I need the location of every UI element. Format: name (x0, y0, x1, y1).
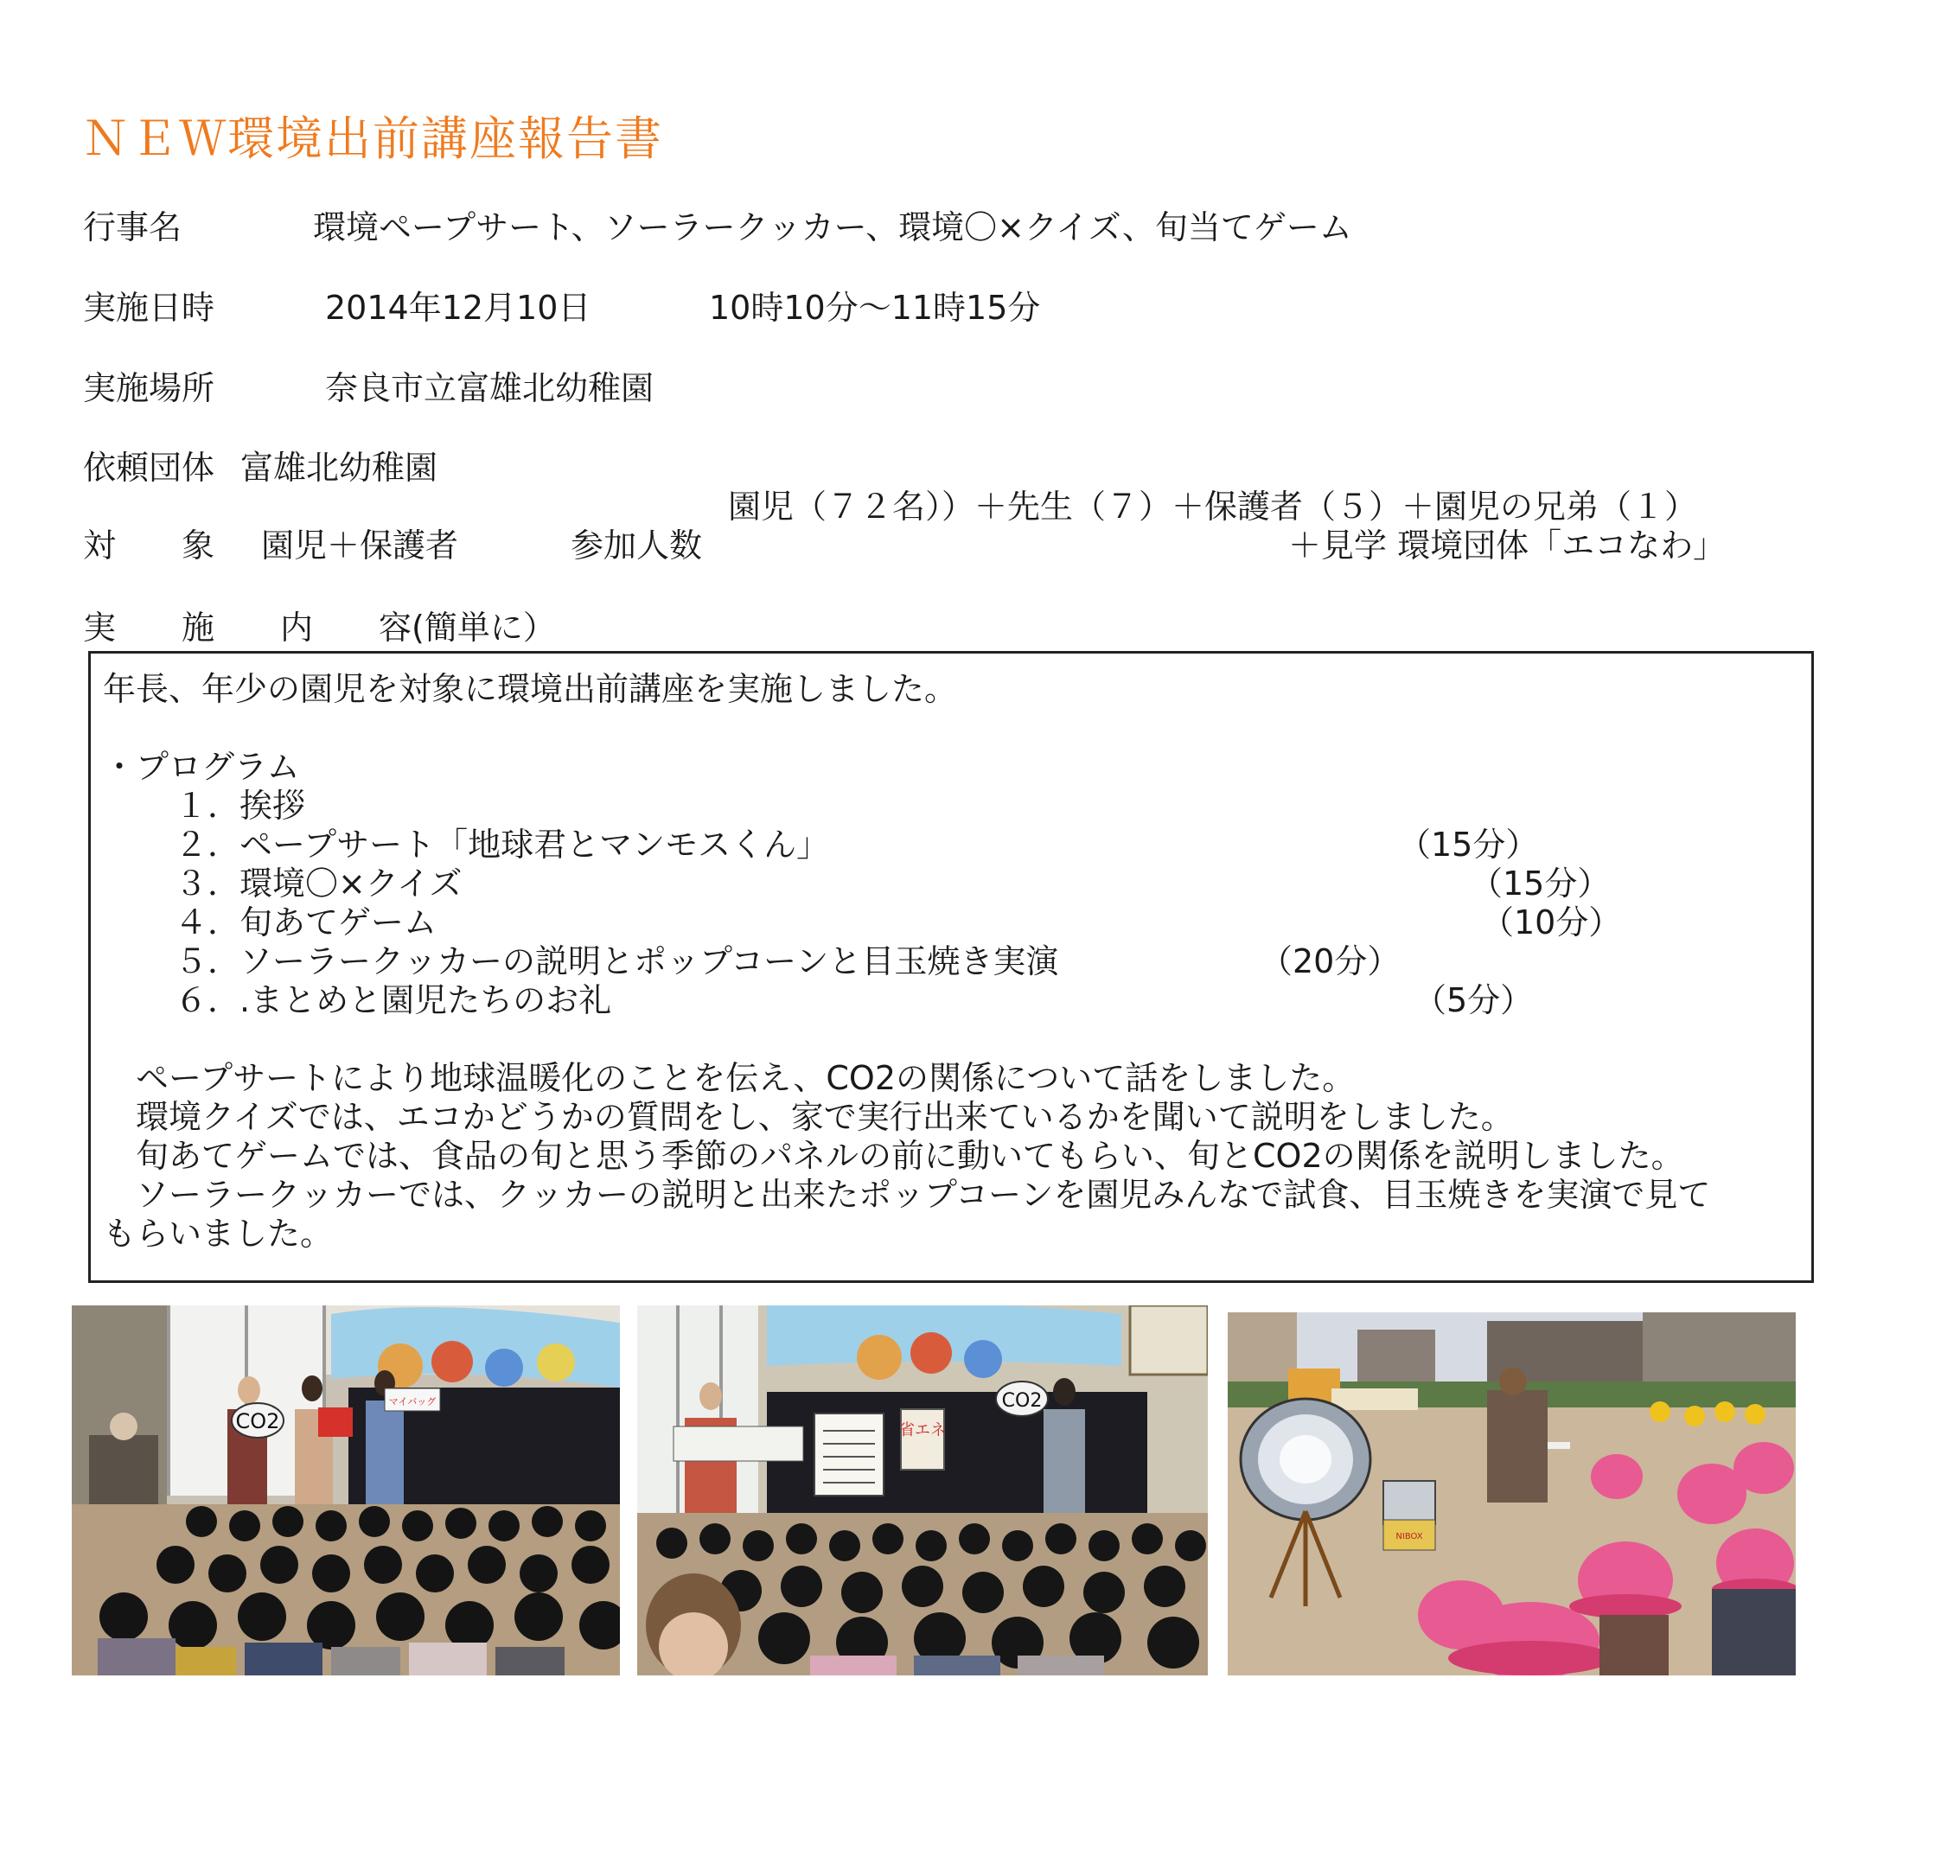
program-item-text: 環境〇×クイズ (239, 865, 463, 903)
program-item-text: 挨拶 (239, 787, 306, 825)
time-value: 10時10分～11時15分 (709, 289, 1041, 327)
program-header: ・プログラム (103, 748, 300, 786)
paragraph: もらいました。 (103, 1215, 334, 1253)
paragraph: ソーラークッカーでは、クッカーの説明と出来たポップコーンを園児みんなで試食、目玉焼きを実演で見て (136, 1176, 1711, 1214)
program-item-text: 旬あてゲーム (239, 903, 437, 941)
target-value: 園児＋保護者 (261, 526, 459, 565)
program-item-text: .まとめと園児たちのお礼 (239, 981, 612, 1019)
place-value: 奈良市立富雄北幼稚園 (325, 369, 654, 407)
crate-label: NIBOX (1395, 1532, 1423, 1541)
place-label: 実施場所 (83, 369, 215, 407)
participants-label: 参加人数 (571, 526, 703, 565)
paragraph: 旬あてゲームでは、食品の旬と思う季節のパネルの前に動いてもらい、旬とCO2の関係を説明しました。 (136, 1137, 1684, 1175)
date-value: 2014年12月10日 (325, 289, 591, 327)
photo-solar-cooker (1228, 1312, 1796, 1675)
energy-saving-sign: 省エネ (899, 1421, 946, 1439)
target-label: 対 象 (83, 526, 215, 565)
intro-text: 年長、年少の園児を対象に環境出前講座を実施しました。 (103, 670, 958, 708)
co2-sign: CO2 (1001, 1390, 1043, 1412)
program-item-num: ３． (175, 865, 241, 903)
content-box (88, 651, 1814, 1283)
program-item-num: ６． (175, 981, 241, 1019)
co2-sign: CO2 (235, 1409, 280, 1433)
page-title: ＮＥＷ環境出前講座報告書 (82, 112, 663, 166)
client-label: 依頼団体 (83, 449, 215, 487)
program-item-time: （10分） (1481, 903, 1622, 941)
program-item-num: ５． (175, 942, 241, 980)
participants-line1: 園児（７２名））＋先生（７）＋保護者（５）＋園児の兄弟（１） (728, 488, 1698, 526)
program-item-time: （15分） (1470, 865, 1611, 903)
program-item-time: （5分） (1414, 981, 1534, 1019)
program-item-time: （15分） (1398, 826, 1539, 864)
event-label: 行事名 (83, 208, 182, 246)
photo-paper-theater (72, 1305, 620, 1675)
date-label: 実施日時 (83, 289, 215, 327)
program-item-text: ペープサート「地球君とマンモスくん」 (239, 826, 830, 864)
paragraph: ペープサートにより地球温暖化のことを伝え、CO2の関係について話をしました。 (136, 1059, 1356, 1097)
content-label: 実 施 内 容(簡単に） (83, 609, 556, 647)
program-item-text: ソーラークッカーの説明とポップコーンと目玉焼き実演 (239, 942, 1059, 980)
mybag-sign: マイバッグ (388, 1396, 437, 1407)
participants-line2: ＋見学 環境団体「エコなわ」 (1288, 526, 1727, 565)
photo-quiz (637, 1305, 1208, 1675)
event-value: 環境ペープサート、ソーラークッカー、環境〇×クイズ、旬当てゲーム (313, 208, 1352, 246)
program-item-num: １． (175, 787, 241, 825)
program-item-num: ２． (175, 826, 241, 864)
paragraph: 環境クイズでは、エコかどうかの質問をし、家で実行出来ているかを聞いて説明をしました。 (136, 1098, 1514, 1136)
program-item-time: （20分） (1260, 942, 1401, 980)
program-item-num: ４． (175, 903, 241, 941)
client-value: 富雄北幼稚園 (240, 449, 438, 487)
